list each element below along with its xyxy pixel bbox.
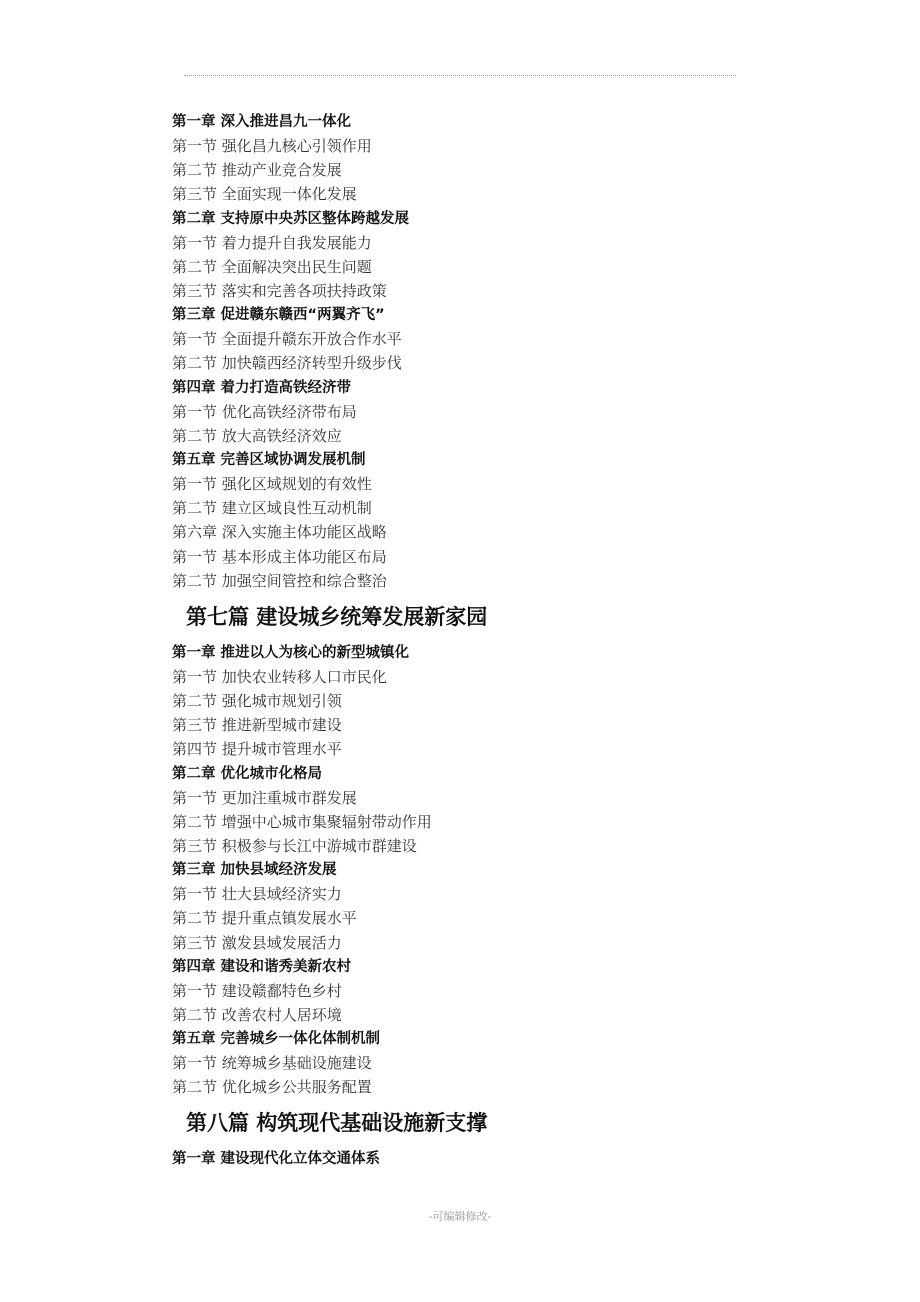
section-entry: 第一节 建设赣鄱特色乡村 bbox=[172, 981, 342, 1000]
section-entry: 第二节 优化城乡公共服务配置 bbox=[172, 1078, 372, 1097]
section-entry: 第二节 增强中心城市集聚辐射带动作用 bbox=[172, 812, 432, 831]
chapter-heading: 第四章 着力打造高铁经济带 bbox=[172, 379, 352, 396]
header-rule bbox=[184, 75, 736, 76]
section-entry: 第二节 加强空间管控和综合整治 bbox=[172, 571, 387, 590]
section-entry: 第二节 全面解决突出民生问题 bbox=[172, 257, 372, 276]
part-heading: 第七篇 建设城乡统筹发展新家园 bbox=[186, 604, 488, 629]
page-footer: -可编辑修改- bbox=[428, 1210, 492, 1223]
section-entry: 第三节 全面实现一体化发展 bbox=[172, 185, 357, 204]
section-entry: 第一节 壮大县域经济实力 bbox=[172, 885, 342, 904]
chapter-heading: 第一章 深入推进昌九一体化 bbox=[172, 114, 352, 130]
section-entry: 第一节 统筹城乡基础设施建设 bbox=[172, 1054, 372, 1073]
section-entry: 第四节 提升城市管理水平 bbox=[172, 740, 342, 759]
chapter-heading: 第二章 优化城市化格局 bbox=[172, 765, 323, 782]
section-entry: 第一节 强化区域规划的有效性 bbox=[172, 475, 372, 494]
section-entry: 第二节 推动产业竞合发展 bbox=[172, 161, 342, 180]
section-entry: 第二节 改善农村人居环境 bbox=[172, 1005, 342, 1024]
chapter-heading: 第二章 支持原中央苏区整体跨越发展 bbox=[172, 210, 410, 227]
section-entry: 第三节 推进新型城市建设 bbox=[172, 716, 342, 735]
section-entry: 第二节 提升重点镇发展水平 bbox=[172, 909, 357, 928]
chapter-heading: 第三章 加快县域经济发展 bbox=[172, 862, 337, 879]
section-entry: 第一节 基本形成主体功能区布局 bbox=[172, 547, 387, 566]
section-entry: 第六章 深入实施主体功能区战略 bbox=[172, 523, 387, 542]
section-entry: 第一节 加快农业转移人口市民化 bbox=[172, 667, 387, 686]
chapter-heading: 第一章 推进以人为核心的新型城镇化 bbox=[172, 644, 410, 661]
section-entry: 第一节 全面提升赣东开放合作水平 bbox=[172, 330, 402, 349]
chapter-heading: 第一章 建设现代化立体交通体系 bbox=[172, 1151, 381, 1168]
section-entry: 第一节 更加注重城市群发展 bbox=[172, 788, 357, 807]
table-of-contents bbox=[172, 110, 772, 1172]
section-entry: 第三节 落实和完善各项扶持政策 bbox=[172, 281, 387, 300]
section-entry: 第一节 强化昌九核心引领作用 bbox=[172, 137, 372, 156]
section-entry: 第二节 加快赣西经济转型升级步伐 bbox=[172, 354, 402, 373]
part-heading: 第八篇 构筑现代基础设施新支撑 bbox=[186, 1111, 488, 1136]
section-entry: 第二节 放大高铁经济效应 bbox=[172, 426, 342, 445]
chapter-heading: 第五章 完善城乡一体化体制机制 bbox=[172, 1031, 381, 1048]
chapter-heading: 第五章 完善区域协调发展机制 bbox=[172, 451, 366, 468]
section-entry: 第一节 优化高铁经济带布局 bbox=[172, 402, 357, 421]
chapter-heading: 第三章 促进赣东赣西“两翼齐飞” bbox=[172, 307, 385, 324]
section-entry: 第二节 建立区域良性互动机制 bbox=[172, 499, 372, 518]
section-entry: 第三节 积极参与长江中游城市群建设 bbox=[172, 836, 417, 855]
chapter-heading: 第四章 建设和谐秀美新农村 bbox=[172, 958, 352, 975]
section-entry: 第三节 激发县域发展活力 bbox=[172, 933, 342, 952]
section-entry: 第二节 强化城市规划引领 bbox=[172, 692, 342, 711]
section-entry: 第一节 着力提升自我发展能力 bbox=[172, 233, 372, 252]
